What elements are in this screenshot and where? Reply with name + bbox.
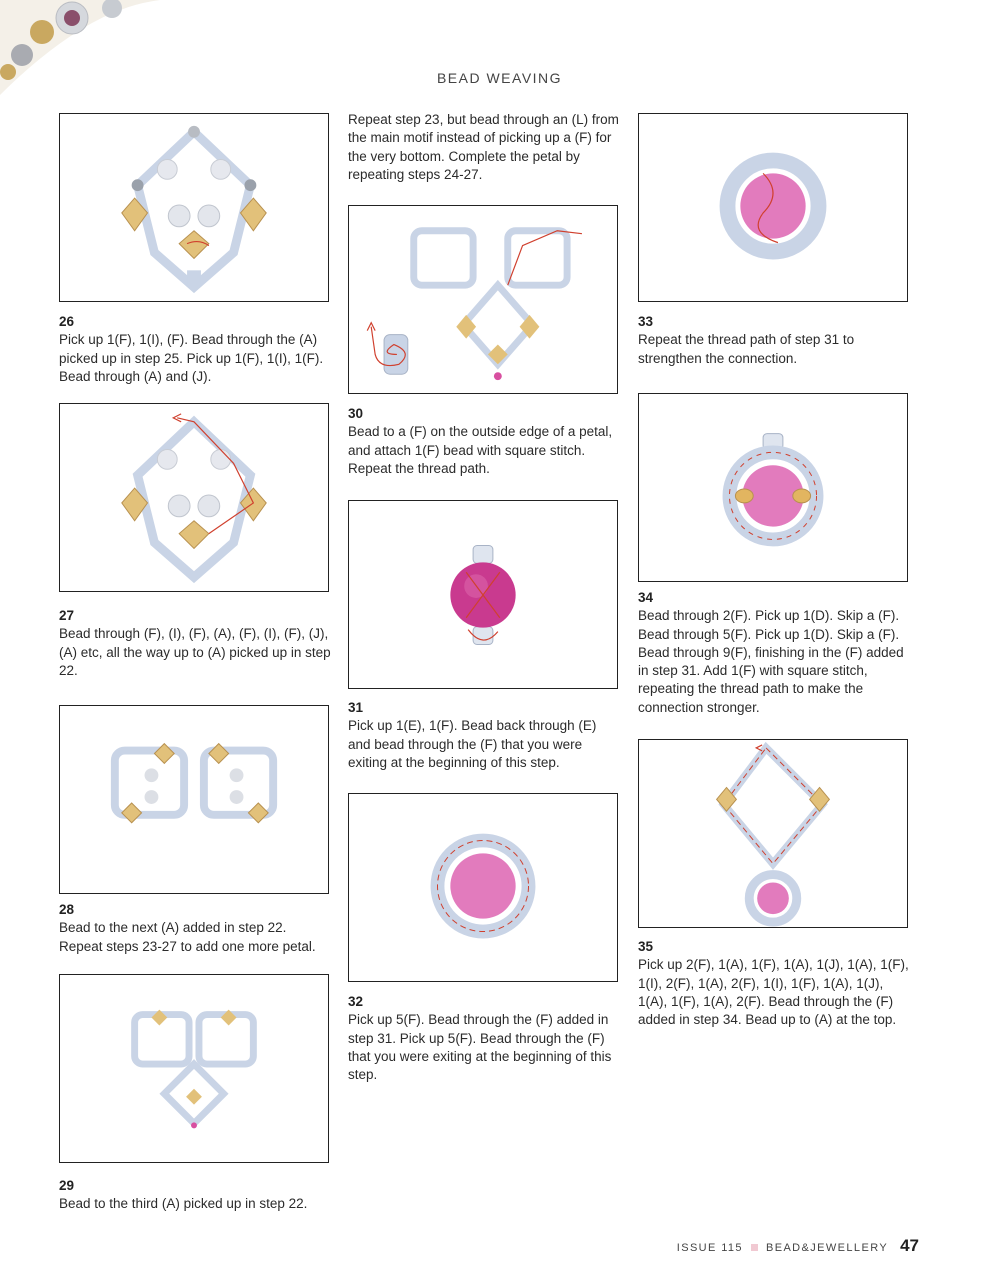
step-35 <box>638 938 910 1029</box>
magazine-name: BEAD&JEWELLERY <box>765 1242 889 1254</box>
figure-step-35 <box>638 739 908 928</box>
page-number: 47 <box>900 1236 919 1255</box>
step-text: Pick up 1(F), 1(I), (F). Bead through the (A) picked up in step 25. Pick up 1(F), 1(I), 1(F). Bead through (A) and (J). <box>59 332 324 384</box>
step-number: 31 <box>348 700 364 715</box>
step-text: Repeat the thread path of step 31 to strengthen the connection. <box>638 332 855 366</box>
step-27 <box>59 607 331 680</box>
intro-text-block <box>348 111 620 184</box>
step-number: 30 <box>348 406 364 421</box>
figure-step-26 <box>59 113 329 302</box>
step-number: 35 <box>638 939 654 954</box>
step-text: Pick up 1(E), 1(F). Bead back through (E) and bead through the (F) that you were exiting at the beginning of this step. <box>348 718 597 770</box>
step-33 <box>638 313 910 368</box>
step-26 <box>59 313 331 386</box>
step-31 <box>348 699 620 772</box>
step-number: 28 <box>59 902 75 917</box>
section-title: BEAD WEAVING <box>436 70 563 86</box>
step-text: Bead through (F), (I), (F), (A), (F), (I), (F), (J), (A) etc, all the way up to (A) picked up in step 22. <box>59 626 331 678</box>
step-text: Bead to a (F) on the outside edge of a petal, and attach 1(F) bead with square stitch. Repeat the thread path. <box>348 424 613 476</box>
figure-step-29 <box>59 974 329 1163</box>
diamond-motif-illustration <box>122 126 266 287</box>
step-number: 32 <box>348 994 364 1009</box>
step-34 <box>638 589 910 717</box>
step-30 <box>348 405 620 478</box>
step-text: Pick up 2(F), 1(A), 1(F), 1(A), 1(J), 1(A), 1(F), 1(I), 2(F), 1(A), 2(F), 1(I), 1(F), 1(A), 1(J), 1(A), 1(F), 1(A), 2(F). Bead through the (F) added in step 34. Bead up to (A) at the top. <box>638 957 909 1028</box>
figure-step-32 <box>348 793 618 982</box>
figure-step-28 <box>59 705 329 894</box>
step-number: 26 <box>59 314 75 329</box>
step-28 <box>59 901 331 956</box>
figure-step-30 <box>348 205 618 394</box>
intro-text: Repeat step 23, but bead through an (L) from the main motif instead of picking up a (F) for the very bottom. Complete the petal by repeating steps 24-27. <box>348 112 619 182</box>
figure-step-27 <box>59 403 329 592</box>
step-29 <box>59 1177 331 1214</box>
issue-label: ISSUE 115 <box>676 1242 743 1254</box>
step-number: 29 <box>59 1178 75 1193</box>
page-footer <box>677 1236 919 1256</box>
step-text: Bead to the next (A) added in step 22. Repeat steps 23-27 to add one more petal. <box>59 920 316 954</box>
step-number: 27 <box>59 608 75 623</box>
footer-separator <box>751 1244 758 1251</box>
step-text: Bead through 2(F). Pick up 1(D). Skip a (F). Bead through 5(F). Pick up 1(D). Skip a (F). Bead through 9(F), finishing in the (F) added in step 31. Add 1(F) with square stitch, repeating the thread path to make the connection stronger. <box>638 608 904 715</box>
step-text: Bead to the third (A) picked up in step 22. <box>59 1196 308 1212</box>
step-32 <box>348 993 620 1084</box>
step-text: Pick up 5(F). Bead through the (F) added in step 31. Pick up 5(F). Bead through the (F) that you were exiting at the beginning of this step. <box>348 1012 612 1083</box>
step-number: 34 <box>638 590 654 605</box>
figure-step-33 <box>638 113 908 302</box>
figure-step-34 <box>638 393 908 582</box>
step-number: 33 <box>638 314 654 329</box>
figure-step-31 <box>348 500 618 689</box>
